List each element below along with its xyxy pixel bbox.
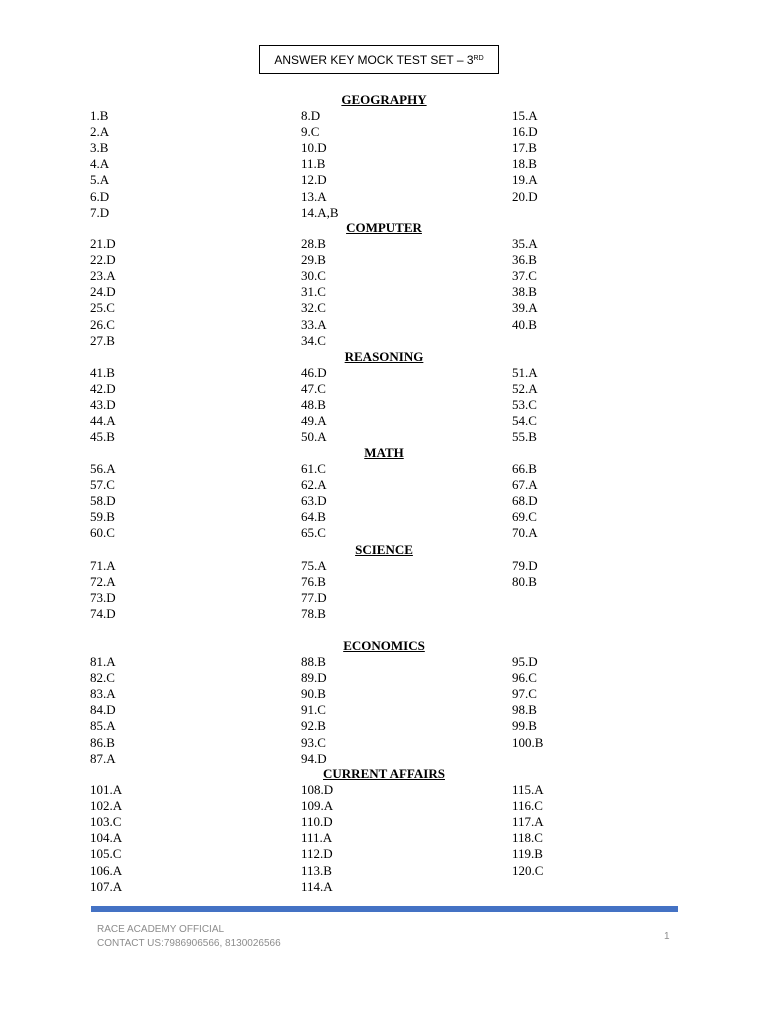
- answer-item: 59.B: [90, 509, 115, 525]
- answer-item: 11.B: [301, 156, 326, 172]
- answer-item: 104.A: [90, 830, 123, 846]
- answer-item: 12.D: [301, 172, 327, 188]
- answer-item: 30.C: [301, 268, 326, 284]
- answer-item: 16.D: [512, 124, 538, 140]
- answer-item: 55.B: [512, 429, 537, 445]
- answer-item: 112.D: [301, 846, 333, 862]
- answer-item: 44.A: [90, 413, 116, 429]
- answer-item: 14.A,B: [301, 204, 339, 220]
- answer-item: 94.D: [301, 750, 327, 766]
- answer-item: 72.A: [90, 574, 116, 590]
- answer-item: 71.A: [90, 558, 116, 573]
- answer-item: 51.A: [512, 365, 538, 380]
- answer-item: 119.B: [512, 846, 543, 862]
- answer-item: 96.C: [512, 670, 537, 686]
- answer-item: 18.B: [512, 156, 537, 172]
- answer-item: 52.A: [512, 381, 538, 397]
- answer-item: 17.B: [512, 140, 537, 156]
- answer-item: 86.B: [90, 734, 115, 750]
- answer-item: 65.C: [301, 525, 326, 541]
- answer-item: 109.A: [301, 798, 334, 814]
- answer-item: 19.A: [512, 172, 538, 188]
- answer-item: 49.A: [301, 413, 327, 429]
- answer-item: 26.C: [90, 316, 115, 332]
- answer-item: 48.B: [301, 397, 326, 413]
- answer-item: 60.C: [90, 525, 115, 541]
- answer-item: 66.B: [512, 461, 537, 476]
- answer-item: 40.B: [512, 316, 537, 332]
- answer-item: 3.B: [90, 140, 109, 156]
- answer-item: 75.A: [301, 558, 327, 573]
- answer-item: 116.C: [512, 798, 543, 814]
- answer-item: 91.C: [301, 702, 326, 718]
- page-title-superscript: RD: [473, 55, 484, 62]
- answer-item: 1.B: [90, 108, 109, 123]
- page-number: 1: [664, 931, 670, 942]
- answer-item: 63.D: [301, 493, 327, 509]
- answer-item: 83.A: [90, 686, 116, 702]
- answer-item: 114.A: [301, 878, 333, 894]
- answer-item: 43.D: [90, 397, 116, 413]
- answer-item: 110.D: [301, 814, 333, 830]
- answer-item: 25.C: [90, 300, 115, 316]
- answer-item: 45.B: [90, 429, 115, 445]
- answer-item: 120.C: [512, 862, 544, 878]
- answer-item: 13.A: [301, 188, 327, 204]
- answer-item: 23.A: [90, 268, 116, 284]
- answer-item: 89.D: [301, 670, 327, 686]
- answer-item: 69.C: [512, 509, 537, 525]
- answer-item: 78.B: [301, 606, 326, 622]
- answer-item: 98.B: [512, 702, 537, 718]
- answer-item: 41.B: [90, 365, 115, 380]
- answer-item: 80.B: [512, 574, 537, 590]
- page-title: [259, 45, 499, 74]
- answer-item: 74.D: [90, 606, 116, 622]
- footer-divider: [91, 906, 678, 912]
- answer-item: 84.D: [90, 702, 116, 718]
- answer-item: 106.A: [90, 862, 123, 878]
- answer-item: 34.C: [301, 332, 326, 348]
- answer-item: 47.C: [301, 381, 326, 397]
- answer-item: 33.A: [301, 316, 327, 332]
- answer-item: 58.D: [90, 493, 116, 509]
- answer-item: 61.C: [301, 461, 326, 476]
- answer-item: 68.D: [512, 493, 538, 509]
- answer-item: 64.B: [301, 509, 326, 525]
- answer-item: 27.B: [90, 332, 115, 348]
- answer-item: 100.B: [512, 734, 544, 750]
- answer-item: 95.D: [512, 654, 538, 669]
- answer-item: 50.A: [301, 429, 327, 445]
- answer-item: 2.A: [90, 124, 110, 140]
- answer-item: 35.A: [512, 236, 538, 251]
- answer-item: 76.B: [301, 574, 326, 590]
- footer-org: RACE ACADEMY OFFICIAL: [97, 924, 225, 935]
- answer-item: 28.B: [301, 236, 326, 251]
- answer-item: 56.A: [90, 461, 116, 476]
- answer-item: 118.C: [512, 830, 543, 846]
- answer-item: 46.D: [301, 365, 327, 380]
- answer-item: 54.C: [512, 413, 537, 429]
- answer-item: 90.B: [301, 686, 326, 702]
- answer-item: 22.D: [90, 252, 116, 268]
- answer-item: 115.A: [512, 782, 544, 797]
- answer-item: 105.C: [90, 846, 122, 862]
- answer-item: 92.B: [301, 718, 326, 734]
- answer-item: 82.C: [90, 670, 115, 686]
- answer-item: 67.A: [512, 477, 538, 493]
- section-title: REASONING: [344, 349, 424, 364]
- answer-item: 97.C: [512, 686, 537, 702]
- answer-item: 111.A: [301, 830, 333, 846]
- answer-item: 88.B: [301, 654, 326, 669]
- answer-item: 20.D: [512, 188, 538, 204]
- answer-item: 38.B: [512, 284, 537, 300]
- answer-item: 29.B: [301, 252, 326, 268]
- answer-item: 85.A: [90, 718, 116, 734]
- answer-item: 102.A: [90, 798, 123, 814]
- answer-item: 93.C: [301, 734, 326, 750]
- answer-item: 107.A: [90, 878, 123, 894]
- answer-item: 113.B: [301, 862, 332, 878]
- answer-item: 53.C: [512, 397, 537, 413]
- answer-item: 6.D: [90, 188, 110, 204]
- answer-item: 10.D: [301, 140, 327, 156]
- answer-item: 32.C: [301, 300, 326, 316]
- answer-item: 4.A: [90, 156, 110, 172]
- answer-item: 73.D: [90, 590, 116, 606]
- section-title: GEOGRAPHY: [341, 92, 427, 107]
- answer-item: 79.D: [512, 558, 538, 573]
- answer-item: 81.A: [90, 654, 116, 669]
- answer-item: 24.D: [90, 284, 116, 300]
- answer-item: 37.C: [512, 268, 537, 284]
- answer-item: 87.A: [90, 750, 116, 766]
- footer-contact: CONTACT US:7986906566, 8130026566: [97, 938, 281, 949]
- section-title: COMPUTER: [346, 220, 422, 235]
- section-title: ECONOMICS: [343, 638, 425, 653]
- answer-item: 99.B: [512, 718, 537, 734]
- answer-item: 7.D: [90, 204, 110, 220]
- answer-item: 8.D: [301, 108, 321, 123]
- answer-item: 15.A: [512, 108, 538, 123]
- answer-item: 31.C: [301, 284, 326, 300]
- answer-item: 9.C: [301, 124, 320, 140]
- section-title: MATH: [364, 445, 404, 460]
- section-title: CURRENT AFFAIRS: [323, 766, 445, 781]
- answer-item: 39.A: [512, 300, 538, 316]
- answer-item: 57.C: [90, 477, 115, 493]
- answer-item: 117.A: [512, 814, 544, 830]
- answer-item: 42.D: [90, 381, 116, 397]
- answer-item: 62.A: [301, 477, 327, 493]
- answer-item: 101.A: [90, 782, 123, 797]
- answer-item: 103.C: [90, 814, 122, 830]
- page-title-text: ANSWER KEY MOCK TEST SET – 3: [274, 52, 474, 67]
- answer-item: 70.A: [512, 525, 538, 541]
- answer-item: 5.A: [90, 172, 110, 188]
- answer-item: 77.D: [301, 590, 327, 606]
- section-title: SCIENCE: [355, 542, 413, 557]
- answer-item: 36.B: [512, 252, 537, 268]
- answer-item: 21.D: [90, 236, 116, 251]
- answer-item: 108.D: [301, 782, 334, 797]
